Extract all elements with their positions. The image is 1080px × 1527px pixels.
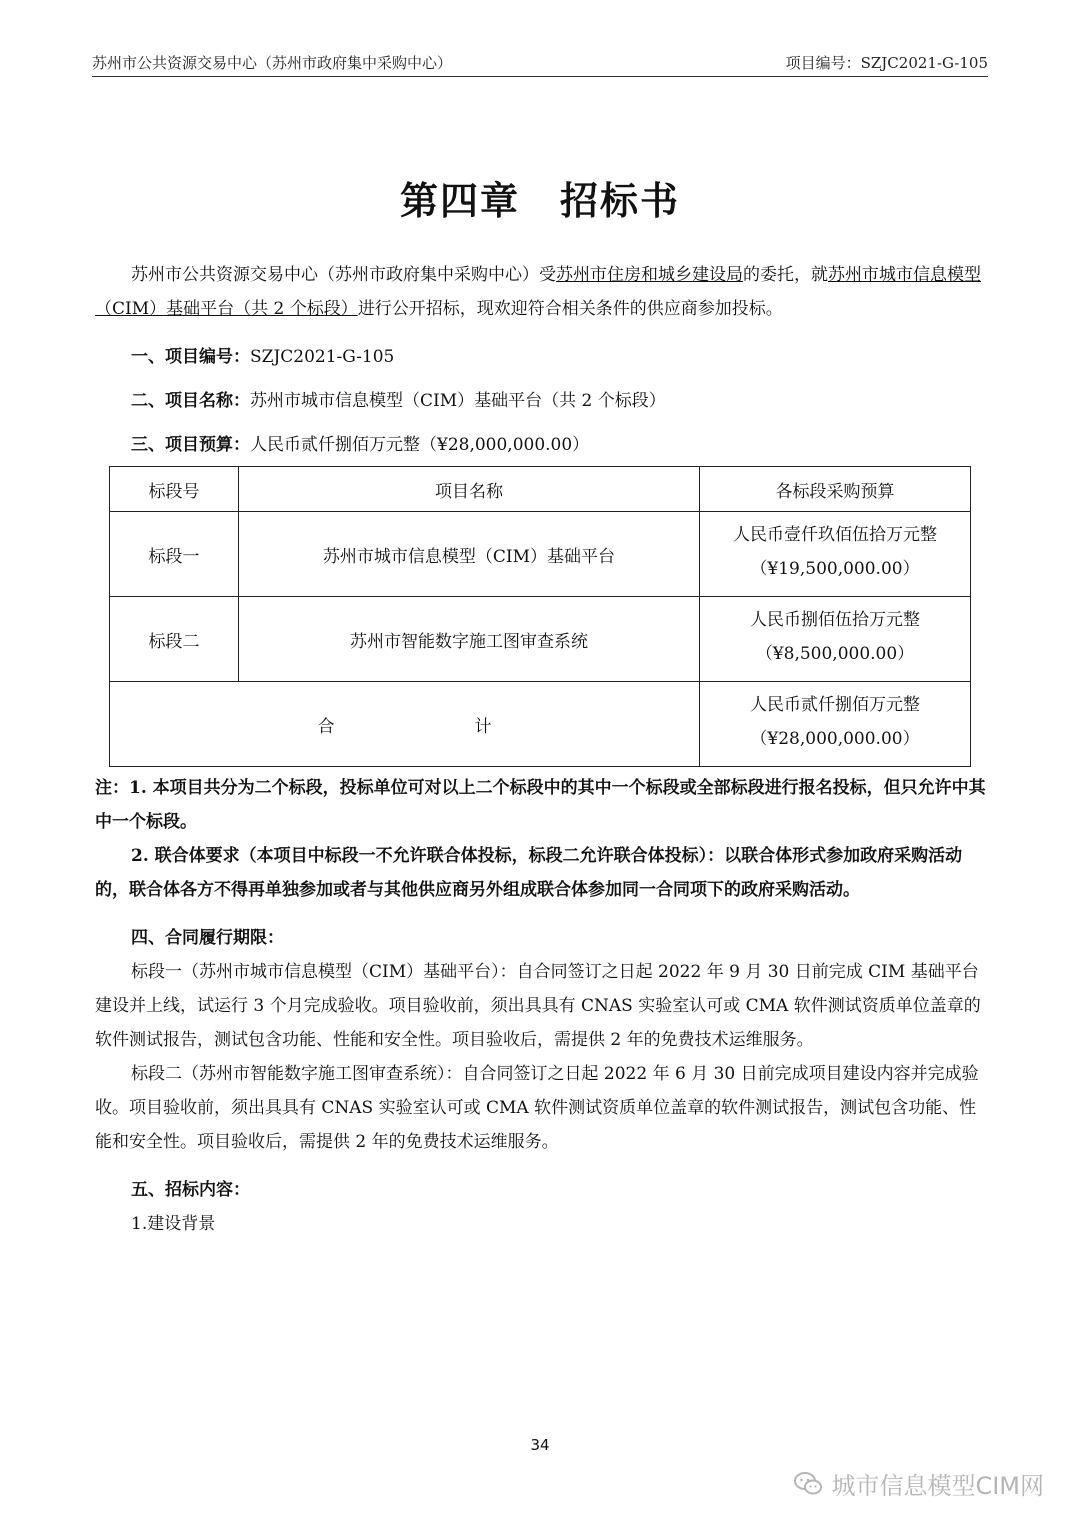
note-2: 2. 联合体要求（本项目中标段一不允许联合体投标，标段二允许联合体投标）：以联合体形式参加政府采购活动的，联合体各方不得再单独参加或者与其他供应商另外组成联合体参加同一合同项下的政府采购活动。 [95, 846, 963, 900]
table-header-cell: 标段号 [110, 467, 239, 512]
total-amount-cell [700, 682, 971, 767]
lot-name-cell: 苏州市城市信息模型（CIM）基础平台 [239, 512, 700, 597]
page-number: 34 [530, 1436, 550, 1454]
scope-sub1: 1.建设背景 [131, 1214, 216, 1234]
watermark-text: 城市信息模型CIM网 [831, 1472, 1044, 1500]
intro-text-1: 苏州市公共资源交易中心（苏州市政府集中采购中心）受 [131, 265, 556, 285]
item-name-label: 二、项目名称： [131, 391, 250, 411]
amount-cn: 人民币贰仟捌佰万元整 [750, 695, 920, 715]
intro-paragraph [95, 258, 988, 326]
amount-cn: 人民币壹仟玖佰伍拾万元整 [733, 525, 937, 545]
item-name-value: 苏州市城市信息模型（CIM）基础平台（共 2 个标段） [250, 391, 666, 411]
intro-text-3: 进行公开招标，现欢迎符合相关条件的供应商参加投标。 [357, 299, 783, 319]
total-label-cell [110, 682, 700, 767]
scope-heading: 五、招标内容： [131, 1180, 250, 1200]
amount-cn: 人民币捌佰伍拾万元整 [750, 610, 920, 630]
lot-amount-cell [700, 512, 971, 597]
table-row [110, 512, 971, 597]
contract-heading: 四、合同履行期限： [131, 928, 284, 948]
lot-cell: 标段一 [110, 512, 239, 597]
item-no-value: SZJC2021-G-105 [250, 347, 395, 367]
item-no-label: 一、项目编号： [131, 347, 250, 367]
lot-amount-cell [700, 597, 971, 682]
table-header-cell: 项目名称 [239, 467, 700, 512]
intro-client: 苏州市住房和城乡建设局 [556, 265, 743, 285]
intro-text-2: 的委托，就 [743, 265, 828, 285]
budget-table [109, 466, 971, 767]
intro-project: 苏州市城市信息模型（CIM）基础平台（共 2 个标段） [95, 265, 981, 319]
total-label-b: 计 [474, 716, 492, 737]
chat-bubble-icon [793, 1471, 823, 1497]
table-row [110, 597, 971, 682]
amount-num: （¥8,500,000.00） [755, 644, 915, 664]
chapter-title: 第四章 招标书 [399, 178, 680, 223]
lot-name-cell: 苏州市智能数字施工图审查系统 [239, 597, 700, 682]
amount-num: （¥19,500,000.00） [750, 559, 920, 579]
table-header-cell: 各标段采购预算 [700, 467, 971, 512]
contract-lot2: 标段二（苏州市智能数字施工图审查系统）：自合同签订之日起 2022 年 6 月 30 日前完成项目建设内容并完成验收。项目验收前，须出具具有 CNAS 实验室认可或 CMA 软件测试资质单位盖章的软件测试报告，测试包含功能、性能和安全性。项目验收后，需提供 2 年的免费技术运维服务。 [95, 1064, 979, 1152]
note-1: 注：1. 本项目共分为二个标段，投标单位可对以上二个标段中的其中一个标段或全部标段进行报名投标，但只允许中其中一个标段。 [95, 778, 986, 832]
item-budget-value: 人民币贰仟捌佰万元整（¥28,000,000.00） [250, 435, 590, 455]
table-total-row [110, 682, 971, 767]
item-budget-label: 三、项目预算： [131, 435, 250, 455]
amount-num: （¥28,000,000.00） [750, 729, 920, 749]
item-project-budget [95, 428, 988, 462]
contract-lot1: 标段一（苏州市城市信息模型（CIM）基础平台）：自合同签订之日起 2022 年 9 月 30 日前完成 CIM 基础平台建设并上线，试运行 3 个月完成验收。项目验收前，须出具具有 CNAS 实验室认可或 CMA 软件测试资质单位盖章的软件测试报告，测试包含功能、性能和安全性。项目验收后，需提供 2 年的免费技术运维服务。 [95, 962, 981, 1050]
lot-cell: 标段二 [110, 597, 239, 682]
header-org: 苏州市公共资源交易中心（苏州市政府集中采购中心） [92, 54, 453, 72]
total-label-a: 合 [317, 716, 335, 737]
header-project-no: 项目编号：SZJC2021-G-105 [785, 54, 988, 72]
item-project-no [95, 340, 988, 374]
table-header-row [110, 467, 971, 512]
page-header [92, 52, 988, 77]
document-body [95, 258, 988, 1241]
item-project-name [95, 384, 988, 418]
watermark [793, 1466, 1044, 1501]
